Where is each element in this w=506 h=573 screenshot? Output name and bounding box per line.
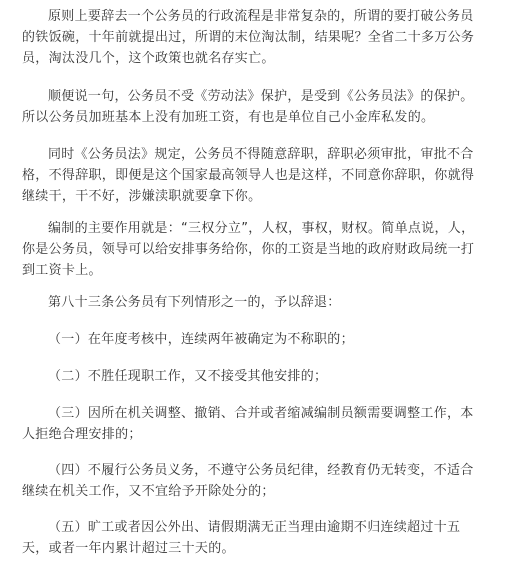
paragraph: 原则上要辞去一个公务员的行政流程是非常复杂的，所谓的要打破公务员的铁饭碗，十年前就提出过，所谓的末位淘汰制，结果呢？全省二十多万公务员，淘汰没几个，这个政策也就名存实亡。 — [22, 9, 475, 66]
list-item: （一）在年度考核中，连续两年被确定为不称职的； — [48, 332, 354, 347]
paragraph: 顺便说一句，公务员不受《劳动法》保护，是受到《公务员法》的保护。所以公务员加班基本上没有加班工资，有也是单位自己小金库私发的。 — [22, 89, 474, 125]
list-item: （三）因所在机关调整、撤销、合并或者缩减编制员额需要调整工作，本人拒绝合理安排的； — [22, 406, 474, 442]
paragraph: 编制的主要作用就是：“三权分立”，人权，事权，财权。简单点说，人，你是公务员，领导可以给安排事务给你，你的工资是当地的政府财政局统一打到工资卡上。 — [22, 221, 475, 278]
list-item: （五）旷工或者因公外出、请假期满无正当理由逾期不归连续超过十五天，或者一年内累计超过三十天的。 — [22, 520, 461, 556]
list-item: （二）不胜任现职工作，又不接受其他安排的； — [48, 369, 328, 384]
list-item: （四）不履行公务员义务，不遵守公务员纪律，经教育仍无转变，不适合继续在机关工作，又不宜给予开除处分的； — [22, 463, 474, 499]
paragraph: 第八十三条公务员有下列情形之一的，予以辞退： — [48, 295, 341, 310]
paragraph: 同时《公务员法》规定，公务员不得随意辞职，辞职必须审批，审批不合格，不得辞职，即便是这个国家最高领导人也是这样，不同意你辞职，你就得继续干，干不好，涉嫌渎职就要拿下你。 — [22, 147, 475, 204]
